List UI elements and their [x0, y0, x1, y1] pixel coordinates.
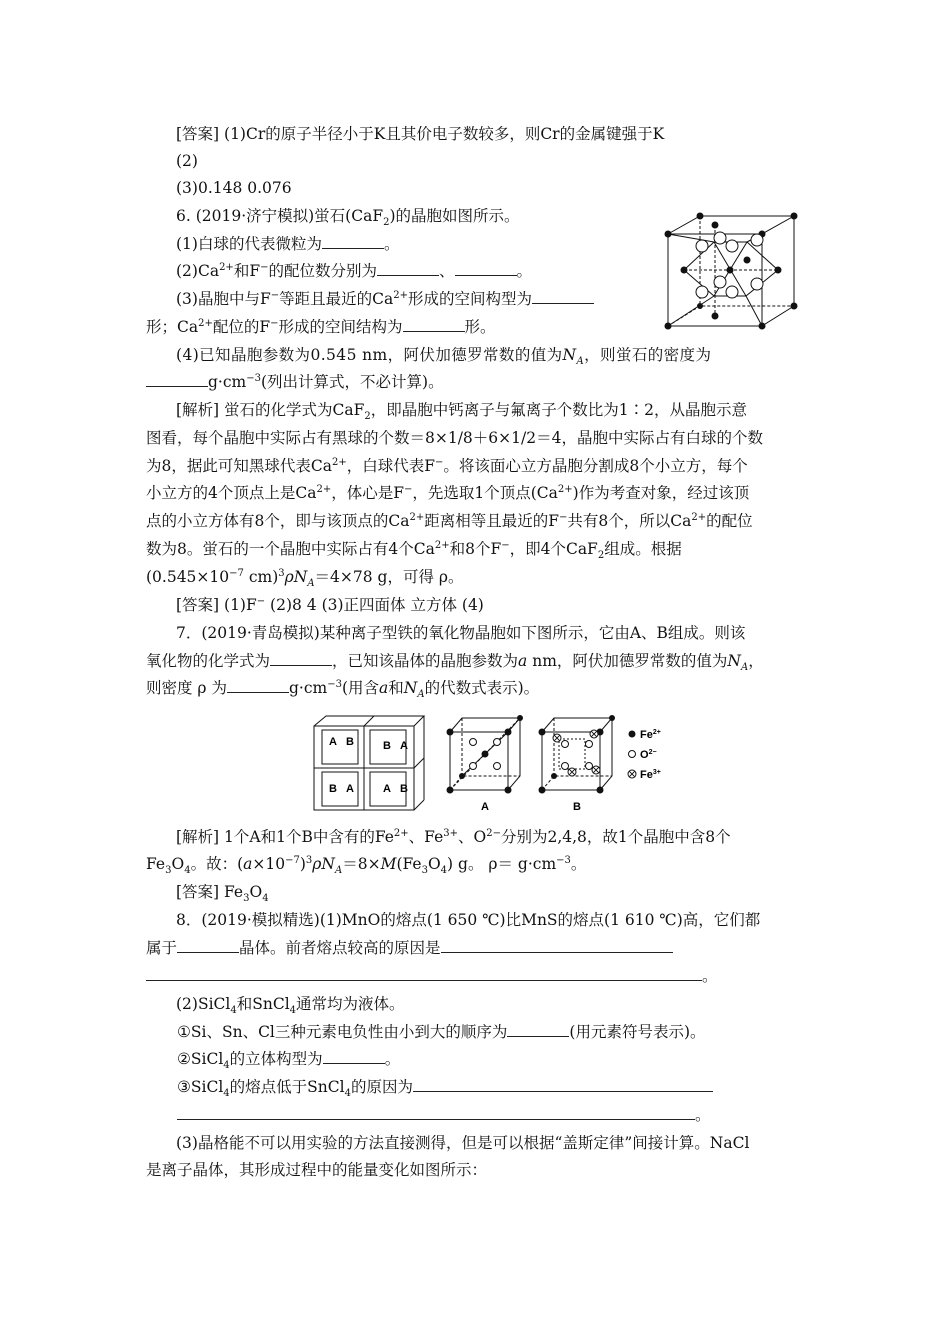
- block-label-b-2: B: [383, 740, 391, 752]
- q7-answer: [答案] $Fe_3O_4$: [176, 883, 269, 905]
- q8-part3-line2: 是离子晶体，其形成过程中的能量变化如图所示：: [146, 1161, 488, 1179]
- block-label-b-1: B: [346, 736, 354, 748]
- q8-part2-q2: ②SiCl$_4$的立体构型为 。: [177, 1050, 401, 1072]
- q8-part2-q3-cont: 。: [177, 1104, 711, 1126]
- q7-line3: 则密度 ρ 为 $g\cdot cm^{-3}$(用含a和$N_A$的代数式表示)。: [146, 678, 540, 701]
- block-label-a-4: A: [383, 783, 391, 795]
- block-label-a-3: A: [346, 783, 354, 795]
- q8-part3-line1: (3)晶格能不可以用实验的方法直接测得，但是可以根据“盖斯定律”间接计算。NaCl: [176, 1134, 750, 1152]
- fluorite-unit-cell-figure: [662, 212, 802, 330]
- q6-answer: [答案] (1)F− (2)8 4 (3)正四面体 立方体 (4): [176, 595, 484, 614]
- cell-caption-b: B: [573, 801, 581, 813]
- block-label-b-3: B: [329, 783, 337, 795]
- q5-answer-line3: (3)0.148 0.076: [176, 179, 292, 197]
- q8-line1: 8．(2019·模拟精选)(1)MnO的熔点(1 650 ℃)比MnS的熔点(1 610 ℃)高，它们都: [176, 911, 761, 929]
- q8-line3: 。: [146, 965, 718, 987]
- legend-fe2: $Fe^{2+}$: [640, 729, 661, 741]
- q7-line2: 氧化物的化学式为 ，已知该晶体的晶胞参数为a nm，阿伏加德罗常数的值为$N_A$，: [146, 652, 764, 674]
- q7-analysis-2: $Fe_3O_4$。故：$(a\times 10^{-7})^3\rho N_A=8\times M(Fe_3O_4)$ g。 $\rho= g\cdot cm^{-3}$。: [146, 854, 587, 877]
- q6-analysis-3: 为8，据此可知黑球代表$Ca^{2+}$，白球代表F−。将该面心立方晶胞分割成8个小立方，每个: [146, 456, 748, 475]
- q6-analysis-2: 图看，每个晶胞中实际占有黑球的个数＝8×1/8＋6×1/2＝4，晶胞中实际占有白球的个数: [146, 429, 763, 447]
- block-label-a-1: A: [329, 736, 337, 748]
- cell-caption-a: A: [481, 801, 489, 813]
- q6-part4: (4)已知晶胞参数为0.545 nm，阿伏加德罗常数的值为$N_A$，则蛍石的密度为: [176, 346, 712, 368]
- iron-oxide-unit-cell-figure: [310, 712, 680, 816]
- q7-analysis-1: [解析] 1个A和1个B中含有的$Fe^{2+}$、$Fe^{3+}$、$O^{2-}$分别为2,4,8，故1个晶胞中含8个: [176, 827, 731, 846]
- legend-fe3: $Fe^{3+}$: [640, 769, 661, 781]
- legend-o2: $O^{2-}$: [640, 749, 657, 761]
- q6-analysis-1: [解析] 蛍石的化学式为CaF$_2$，即晶胞中钙离子与氟离子个数比为1∶2，从晶胞示意: [176, 401, 747, 423]
- q7-line1: 7．(2019·青岛模拟)某种离子型铁的氧化物晶胞如下图所示，它由A、B组成。则该: [176, 624, 746, 642]
- q8-part2-q1: ①Si、Sn、Cl三种元素电负性由小到大的顺序为 (用元素符号表示)。: [177, 1023, 706, 1041]
- q6-analysis-4: 小立方的4个顶点上是$Ca^{2+}$，体心是F−，先选取1个顶点$(Ca^{2+})$作为考查对象，经过该顶: [146, 483, 750, 502]
- block-label-a-2: A: [400, 740, 408, 752]
- q6-part4-cont: $g\cdot cm^{-3}$(列出计算式，不必计算)。: [146, 371, 444, 393]
- q8-line2: 属于 晶体。前者熔点较高的原因是: [146, 937, 673, 959]
- q8-part2-q3: ③SiCl$_4$的熔点低于SnCl$_4$的原因为: [177, 1076, 713, 1098]
- q6-analysis-6: 数为8。蛍石的一个晶胞中实际占有4个$Ca^{2+}$和8个F−，即4个CaF$_2$组成。根据: [146, 539, 682, 562]
- q6-stem: 6. (2019·济宁模拟)蛍石(CaF$_2$)的晶胞如图所示。: [176, 207, 520, 229]
- q6-part3-cont: 形；$Ca^{2+}$配位的F−形成的空间结构为 形。: [146, 317, 496, 336]
- q5-answer-line1: [答案] (1)Cr的原子半径小于K且其价电子数较多，则Cr的金属键强于K: [176, 125, 665, 143]
- q6-part3: (3)晶胞中与F−等距且最近的$Ca^{2+}$形成的空间构型为: [176, 288, 594, 310]
- q6-part2: $(2)Ca^{2+}$和F−的配位数分别为 、 。: [176, 261, 533, 280]
- q6-analysis-5: 点的小立方体有8个，即与该顶点的$Ca^{2+}$距离相等且最近的F−共有8个，所以$Ca^{2+}$的配位: [146, 511, 753, 530]
- block-label-b-4: B: [400, 783, 408, 795]
- q8-part2: (2)SiCl$_4$和SnCl$_4$通常均为液体。: [176, 995, 405, 1017]
- q5-answer-line2: (2): [176, 152, 198, 170]
- q6-analysis-7: ($0.545\times 10^{-7}$ $cm)^3\rho N_A=4\times 78$ g，可得 ρ。: [146, 567, 464, 590]
- q6-part1: (1)白球的代表微粒为 。: [176, 235, 400, 253]
